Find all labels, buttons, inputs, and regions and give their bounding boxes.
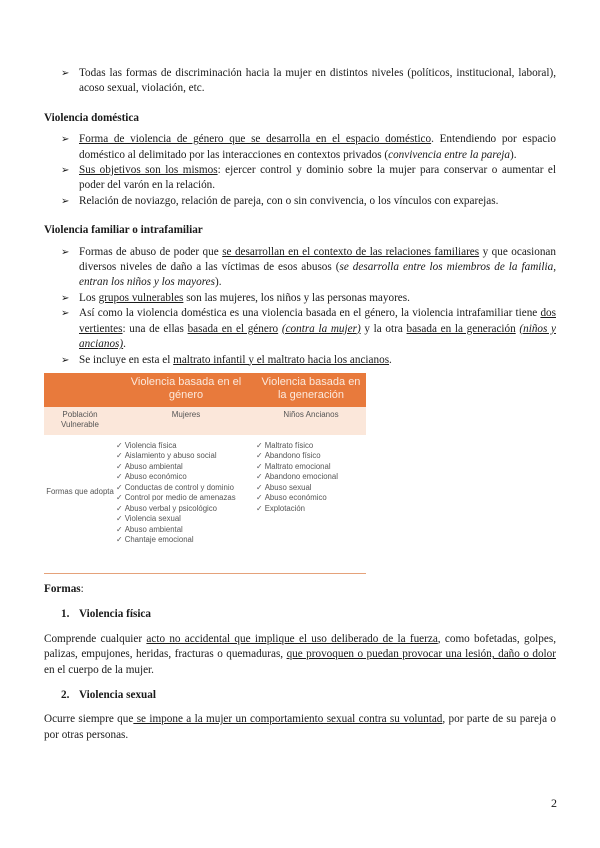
list-item: ✓ Violencia sexual xyxy=(116,514,256,525)
table-row-population xyxy=(44,407,366,435)
list-item: ✓ Abandono emocional xyxy=(256,472,366,483)
bullet-domestic-definition: ➢ Forma de violencia de género que se desarrolla en el espacio doméstico. Entendiendo por espacio doméstico al delimitado por las interacciones en contextos privados (convivencia entre la pareja). xyxy=(61,133,556,161)
arrow-bullet-icon: ➢ xyxy=(61,165,70,177)
list-item: ✓ Abandono físico xyxy=(256,451,366,462)
generation-forms-list xyxy=(256,441,366,515)
arrow-bullet-icon: ➢ xyxy=(61,246,70,258)
bullet-vulnerable-groups: ➢ Los grupos vulnerables son las mujeres, los niños y las personas mayores. xyxy=(44,291,556,306)
heading-violencia-domestica: Violencia doméstica xyxy=(44,111,139,124)
population-generation: Niños Ancianos xyxy=(283,409,339,419)
bullet-familiar-definition: ➢ Formas de abuso de poder que se desarrollan en el contexto de las relaciones familiares y que ocasionan diversos niveles de daño a las víctimas de esos abusos (se desarrolla entre los miembros de la familia, entran los niños y los mayores). xyxy=(61,245,556,289)
list-item: ✓ Maltrato emocional xyxy=(256,462,366,473)
arrow-bullet-icon: ➢ xyxy=(61,292,70,304)
arrow-bullet-icon: ➢ xyxy=(61,354,70,366)
formas-heading: Formas: xyxy=(44,582,84,595)
list-item: ✓ Violencia física xyxy=(116,441,256,452)
table-row-forms xyxy=(44,435,366,573)
list-item: ✓ Maltrato físico xyxy=(256,441,366,452)
list-item: ✓ Chantaje emocional xyxy=(116,535,256,546)
arrow-bullet-icon: ➢ xyxy=(61,68,70,79)
header-generation: Violencia basada en la generación xyxy=(261,375,361,401)
list-item: ✓ Abuso económico xyxy=(116,472,256,483)
header-gender: Violencia basada en el género xyxy=(130,375,242,401)
heading-violencia-sexual: 2. Violencia sexual xyxy=(61,688,156,701)
table-header-row xyxy=(44,373,366,407)
list-item: ✓ Abuso ambiental xyxy=(116,525,256,536)
list-item: ✓ Explotación xyxy=(256,504,366,515)
forms-label: Formas que adopta xyxy=(46,486,114,496)
list-item: ✓ Conductas de control y dominio xyxy=(116,483,256,494)
bullet-discrimination: ➢ Todas las formas de discriminación hacia la mujer en distintos niveles (políticos, institucional, laboral), acoso sexual, violación, etc. xyxy=(61,67,556,95)
bullet-domestic-relations: ➢ Relación de noviazgo, relación de pareja, con o sin convivencia, o los vínculos con exparejas. xyxy=(44,194,556,209)
bullet-domestic-objectives: ➢ Sus objetivos son los mismos: ejercer control y dominio sobre la mujer para conservar o aumentar el poder del varón en la relación. xyxy=(61,164,557,192)
list-item: ✓ Abuso ambiental xyxy=(116,462,256,473)
population-label: Población Vulnerable xyxy=(61,409,99,429)
list-item: ✓ Aislamiento y abuso social xyxy=(116,451,256,462)
paragraph-violencia-sexual: Ocurre siempre que se impone a la mujer un comportamiento sexual contra su voluntad, por parte de su pareja o por otras personas. xyxy=(44,713,557,741)
gender-forms-list xyxy=(116,441,256,546)
list-item: ✓ Abuso económico xyxy=(256,493,366,504)
arrow-bullet-icon: ➢ xyxy=(61,195,70,207)
violence-comparison-table xyxy=(44,373,366,574)
arrow-bullet-icon: ➢ xyxy=(61,308,70,320)
list-item: ✓ Abuso sexual xyxy=(256,483,366,494)
list-item: ✓ Abuso verbal y psicológico xyxy=(116,504,256,515)
population-gender: Mujeres xyxy=(171,409,201,419)
document-body xyxy=(44,66,556,743)
bullet-maltrato: ➢ Se incluye en esta el maltrato infantil y el maltrato hacia los ancianos. xyxy=(44,353,556,368)
bullet-two-branches: ➢ Así como la violencia doméstica es una violencia basada en el género, la violencia intrafamiliar tiene dos vertientes: una de ellas basada en el género (contra la mujer) y la otra basada en la generación (niños y ancianos). xyxy=(61,307,557,351)
page-number: 2 xyxy=(551,796,557,810)
heading-violencia-fisica: 1. Violencia física xyxy=(61,608,151,621)
arrow-bullet-icon: ➢ xyxy=(61,134,70,146)
paragraph-violencia-fisica: Comprende cualquier acto no accidental que implique el uso deliberado de la fuerza, como bofetadas, golpes, palizas, empujones, heridas, fracturas o quemaduras, que provoquen o puedan provocar una lesión, daño o dolor en el cuerpo de la mujer. xyxy=(44,632,556,676)
list-item: ✓ Control por medio de amenazas xyxy=(116,493,256,504)
heading-violencia-familiar: Violencia familiar o intrafamiliar xyxy=(44,224,203,237)
